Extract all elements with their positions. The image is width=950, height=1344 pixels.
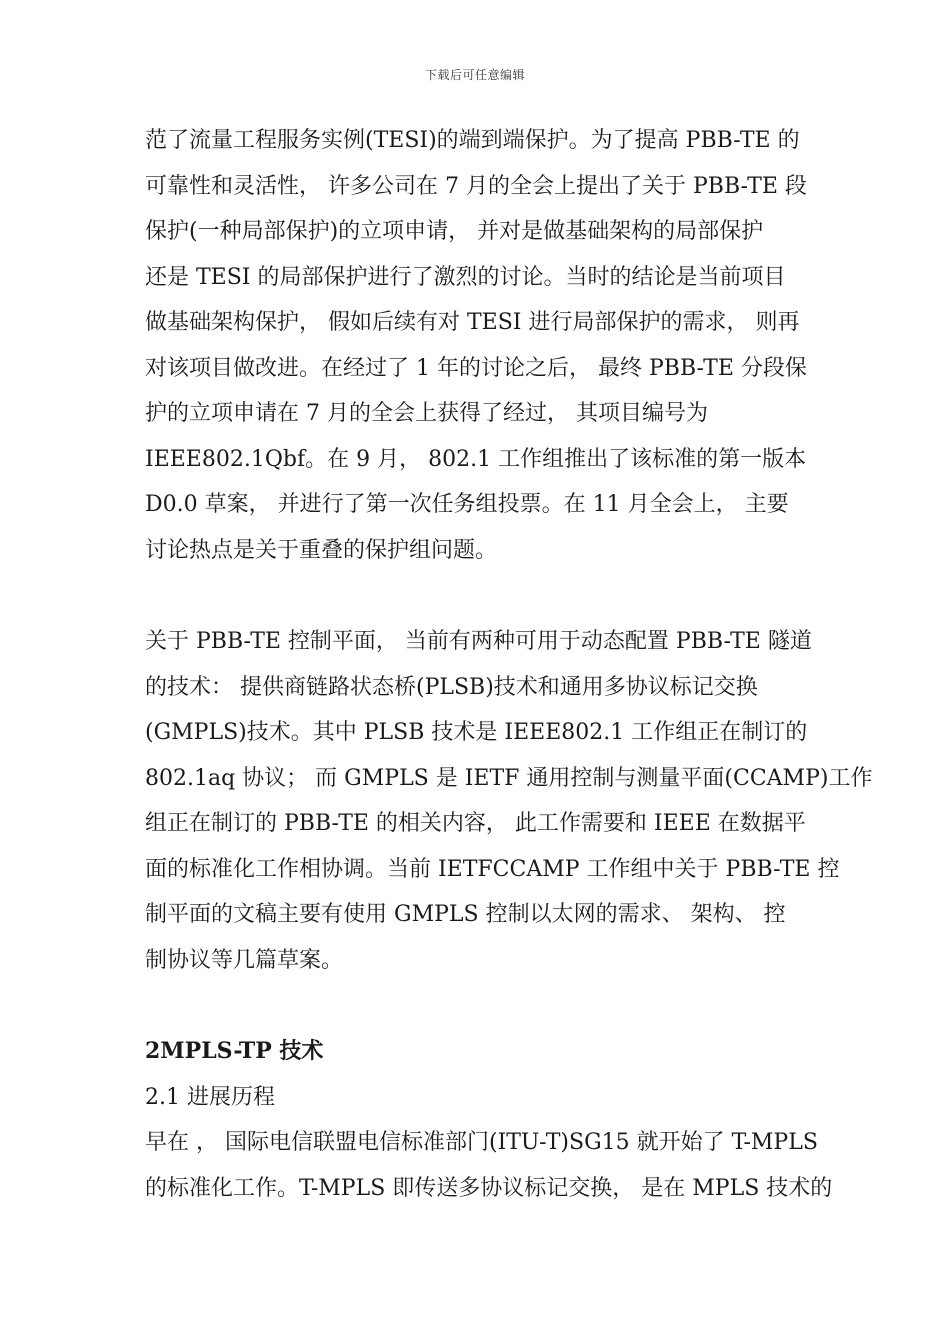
text-line: 早在 ， 国际电信联盟电信标准部门(ITU-T)SG15 就开始了 T-MPLS — [145, 1130, 818, 1155]
text-line: 制平面的文稿主要有使用 GMPLS 控制以太网的需求、 架构、 控 — [145, 902, 786, 927]
subsection-heading: 2.1 进展历程 — [145, 1084, 275, 1110]
text-line: 的标准化工作。T-MPLS 即传送多协议标记交换， 是在 MPLS 技术的 — [145, 1175, 833, 1201]
paragraph-pbb-te-protection — [145, 118, 815, 573]
paragraph-spacer — [145, 983, 815, 1029]
text-line: 对该项目做改进。在经过了 1 年的讨论之后， 最终 PBB-TE 分段保 — [145, 355, 807, 381]
text-line: 讨论热点是关于重叠的保护组问题。 — [145, 537, 498, 563]
text-line: 保护(一种局部保护)的立项申请， 并对是做基础架构的局部保护 — [145, 219, 764, 244]
text-line: IEEE802.1Qbf。在 9 月， 802.1 工作组推出了该标准的第一版本 — [145, 446, 807, 472]
text-line: 关于 PBB-TE 控制平面， 当前有两种可用于动态配置 PBB-TE 隧道 — [145, 629, 812, 654]
text-line: 的技术： 提供商链路状态桥(PLSB)技术和通用多协议标记交换 — [145, 674, 758, 700]
paragraph-pbb-te-control-plane — [145, 619, 873, 983]
text-line: 护的立项申请在 7 月的全会上获得了经过， 其项目编号为 — [145, 401, 708, 426]
document-body — [145, 118, 873, 1211]
text-line: 可靠性和灵活性， 许多公司在 7 月的全会上提出了关于 PBB-TE 段 — [145, 173, 807, 199]
section-heading: 2MPLS-TP 技术 — [145, 1038, 324, 1064]
text-line: 做基础架构保护， 假如后续有对 TESI 进行局部保护的需求， 则再 — [145, 310, 800, 335]
text-line: 还是 TESI 的局部保护进行了激烈的讨论。当时的结论是当前项目 — [145, 264, 786, 290]
text-line: 802.1aq 协议； 而 GMPLS 是 IETF 通用控制与测量平面(CCAMP)工作 — [145, 765, 873, 791]
section-mpls-tp — [145, 1029, 833, 1211]
page-header: 下载后可任意编辑 — [424, 68, 525, 82]
text-line: 面的标准化工作相协调。当前 IETFCCAMP 工作组中关于 PBB-TE 控 — [145, 856, 840, 882]
text-line: 制协议等几篇草案。 — [145, 947, 344, 973]
text-line: 范了流量工程服务实例(TESI)的端到端保护。为了提高 PBB-TE 的 — [145, 128, 800, 153]
text-line: 组正在制订的 PBB-TE 的相关内容， 此工作需要和 IEEE 在数据平 — [145, 811, 806, 836]
text-line: D0.0 草案， 并进行了第一次任务组投票。在 11 月全会上， 主要 — [145, 492, 789, 517]
text-line: (GMPLS)技术。其中 PLSB 技术是 IEEE802.1 工作组正在制订的 — [145, 720, 808, 745]
paragraph-spacer — [145, 573, 815, 619]
